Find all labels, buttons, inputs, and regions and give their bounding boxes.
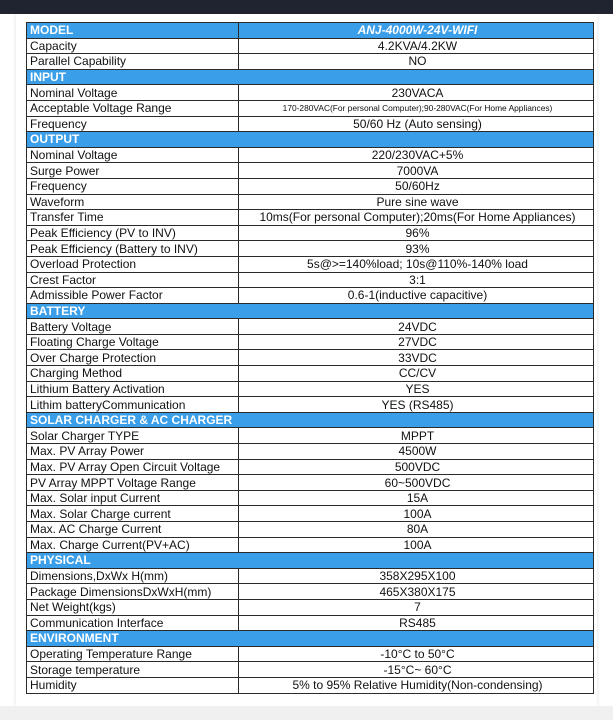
spec-label: Battery Voltage: [27, 319, 239, 335]
spec-label: Max. AC Charge Current: [27, 522, 239, 538]
spec-value: 100A: [239, 537, 594, 553]
spec-label: Communication Interface: [27, 615, 239, 631]
spec-value: 465X380X175: [239, 584, 594, 600]
spec-label: Crest Factor: [27, 272, 239, 288]
section-header-battery: [27, 303, 594, 319]
section-header-solar-charger-ac-charger: [27, 412, 594, 428]
spec-row: [27, 677, 594, 693]
spec-value: NO: [239, 54, 594, 70]
spec-label: Storage temperature: [27, 662, 239, 678]
spec-row: [27, 194, 594, 210]
spec-row: [27, 272, 594, 288]
section-header-physical: [27, 553, 594, 569]
spec-label: Max. Charge Current(PV+AC): [27, 537, 239, 553]
section-title: BATTERY: [27, 303, 594, 319]
spec-value: 24VDC: [239, 319, 594, 335]
spec-label: Max. PV Array Power: [27, 444, 239, 460]
spec-row: [27, 225, 594, 241]
spec-label: Transfer Time: [27, 210, 239, 226]
section-header-output: [27, 132, 594, 148]
spec-value: MPPT: [239, 428, 594, 444]
spec-value: 7000VA: [239, 163, 594, 179]
spec-row: [27, 85, 594, 101]
spec-row: [27, 178, 594, 194]
spec-row: [27, 319, 594, 335]
spec-row: [27, 256, 594, 272]
spec-row: [27, 163, 594, 179]
spec-label: Over Charge Protection: [27, 350, 239, 366]
spec-value: Pure sine wave: [239, 194, 594, 210]
spec-value: 500VDC: [239, 459, 594, 475]
spec-row: [27, 210, 594, 226]
spec-label: Nominal Voltage: [27, 147, 239, 163]
spec-row: [27, 444, 594, 460]
spec-value: 170-280VAC(For personal Computer);90-280VAC(For Home Appliances): [239, 100, 594, 116]
spec-label: Capacity: [27, 38, 239, 54]
spec-row: [27, 615, 594, 631]
model-value: ANJ-4000W-24V-WIFI: [239, 23, 594, 39]
spec-value: 15A: [239, 490, 594, 506]
spec-label: Waveform: [27, 194, 239, 210]
section-title: INPUT: [27, 69, 594, 85]
spec-label: Solar Charger TYPE: [27, 428, 239, 444]
spec-label: Floating Charge Voltage: [27, 334, 239, 350]
spec-value: YES (RS485): [239, 397, 594, 413]
spec-label: Admissible Power Factor: [27, 288, 239, 304]
section-title: OUTPUT: [27, 132, 594, 148]
spec-value: 7: [239, 599, 594, 615]
spec-row: [27, 506, 594, 522]
spec-value: 220/230VAC+5%: [239, 147, 594, 163]
spec-label: Operating Temperature Range: [27, 646, 239, 662]
spec-row: [27, 38, 594, 54]
spec-value: 0.6-1(inductive capacitive): [239, 288, 594, 304]
spec-label: Parallel Capability: [27, 54, 239, 70]
spec-row: [27, 116, 594, 132]
section-title: PHYSICAL: [27, 553, 594, 569]
section-title: MODEL: [27, 23, 239, 39]
spec-value: 100A: [239, 506, 594, 522]
spec-row: [27, 100, 594, 116]
spec-value: 230VACA: [239, 85, 594, 101]
spec-value: 5s@>=140%load; 10s@110%-140% load: [239, 256, 594, 272]
section-title: SOLAR CHARGER & AC CHARGER: [27, 412, 594, 428]
spec-row: [27, 428, 594, 444]
spec-table-body: [27, 23, 594, 694]
top-bar: [0, 0, 613, 14]
spec-label: Lithim batteryCommunication: [27, 397, 239, 413]
spec-value: 96%: [239, 225, 594, 241]
spec-value: 5% to 95% Relative Humidity(Non-condensing): [239, 677, 594, 693]
section-header-environment: [27, 631, 594, 647]
spec-label: Acceptable Voltage Range: [27, 100, 239, 116]
section-header-input: [27, 69, 594, 85]
spec-row: [27, 522, 594, 538]
spec-label: Humidity: [27, 677, 239, 693]
spec-value: YES: [239, 381, 594, 397]
spec-row: [27, 350, 594, 366]
spec-label: Max. PV Array Open Circuit Voltage: [27, 459, 239, 475]
spec-row: [27, 537, 594, 553]
spec-label: Peak Efficiency (PV to INV): [27, 225, 239, 241]
spec-row: [27, 147, 594, 163]
spec-label: Surge Power: [27, 163, 239, 179]
spec-label: Charging Method: [27, 366, 239, 382]
spec-label: Package DimensionsDxWxH(mm): [27, 584, 239, 600]
spec-row: [27, 288, 594, 304]
spec-value: CC/CV: [239, 366, 594, 382]
spec-label: Frequency: [27, 116, 239, 132]
spec-value: 93%: [239, 241, 594, 257]
spec-sheet-page: [16, 14, 597, 706]
spec-row: [27, 334, 594, 350]
spec-value: 4500W: [239, 444, 594, 460]
spec-label: Overload Protection: [27, 256, 239, 272]
spec-row: [27, 397, 594, 413]
spec-value: 358X295X100: [239, 568, 594, 584]
section-header-model: [27, 23, 594, 39]
spec-label: Frequency: [27, 178, 239, 194]
spec-row: [27, 475, 594, 491]
spec-value: 50/60 Hz (Auto sensing): [239, 116, 594, 132]
spec-value: 80A: [239, 522, 594, 538]
spec-label: Max. Solar Charge current: [27, 506, 239, 522]
spec-value: 60~500VDC: [239, 475, 594, 491]
spec-row: [27, 490, 594, 506]
spec-value: -15°C~ 60°C: [239, 662, 594, 678]
spec-label: Peak Efficiency (Battery to INV): [27, 241, 239, 257]
spec-label: Dimensions,DxWx H(mm): [27, 568, 239, 584]
spec-value: 10ms(For personal Computer);20ms(For Home Appliances): [239, 210, 594, 226]
section-title: ENVIRONMENT: [27, 631, 594, 647]
spec-row: [27, 381, 594, 397]
spec-row: [27, 568, 594, 584]
spec-value: 50/60Hz: [239, 178, 594, 194]
spec-value: -10°C to 50°C: [239, 646, 594, 662]
spec-label: Lithium Battery Activation: [27, 381, 239, 397]
spec-value: RS485: [239, 615, 594, 631]
spec-value: 4.2KVA/4.2KW: [239, 38, 594, 54]
bottom-bar: [0, 706, 613, 720]
spec-value: 3:1: [239, 272, 594, 288]
spec-row: [27, 54, 594, 70]
spec-row: [27, 584, 594, 600]
spec-label: Max. Solar input Current: [27, 490, 239, 506]
spec-row: [27, 599, 594, 615]
spec-row: [27, 662, 594, 678]
spec-label: Nominal Voltage: [27, 85, 239, 101]
spec-row: [27, 459, 594, 475]
spec-value: 27VDC: [239, 334, 594, 350]
spec-label: Net Weight(kgs): [27, 599, 239, 615]
spec-value: 33VDC: [239, 350, 594, 366]
spec-row: [27, 241, 594, 257]
spec-table: [26, 22, 594, 694]
spec-row: [27, 646, 594, 662]
spec-label: PV Array MPPT Voltage Range: [27, 475, 239, 491]
spec-row: [27, 366, 594, 382]
